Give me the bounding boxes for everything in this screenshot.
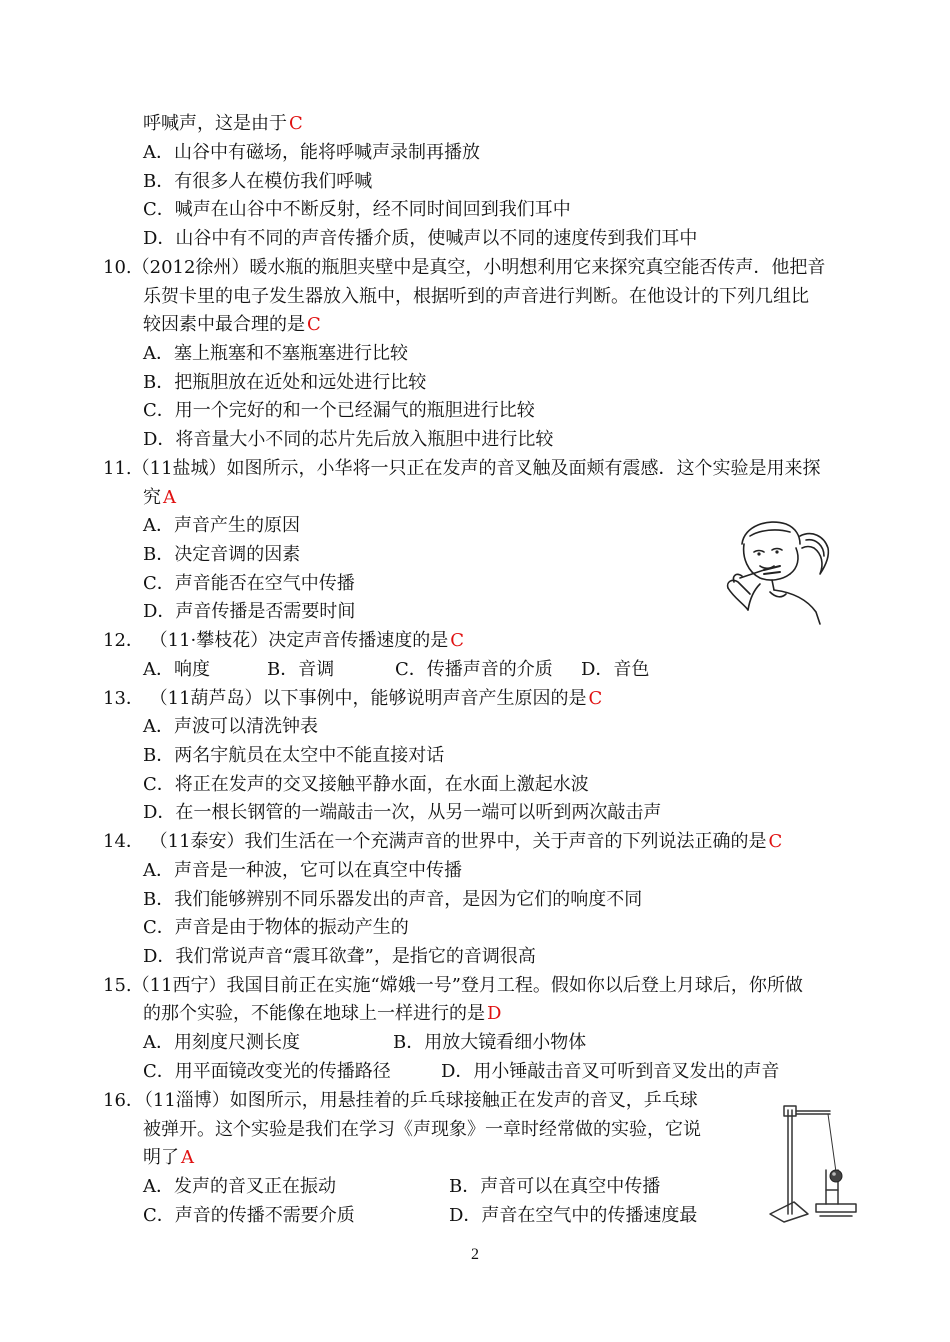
- q10-answer: C: [307, 314, 321, 335]
- q16-stem-line1: 16．（11淄博）如图所示，用悬挂着的乒乓球接触正在发声的音叉，乒乓球: [103, 1090, 698, 1111]
- q10-stem-line3: 较因素中最合理的是 C: [143, 314, 321, 335]
- pingpong-ball: [830, 1170, 842, 1182]
- q14-option-d: D．我们常说声音“震耳欲聋”，是指它的音调很高: [143, 946, 536, 967]
- q9-stem-continuation: 呼喊声，这是由于 C: [143, 113, 303, 134]
- q9-option-d: D．山谷中有不同的声音传播介质，使喊声以不同的速度传到我们耳中: [143, 228, 698, 249]
- q15-options-row1: [143, 1029, 586, 1057]
- q15-option-a: A．用刻度尺测长度: [143, 1032, 300, 1053]
- q15-option-d: D．用小锤敲击音叉可听到音叉发出的声音: [441, 1061, 780, 1082]
- q13-option-d: D．在一根长钢管的一端敲击一次，从另一端可以听到两次敲击声: [143, 802, 662, 823]
- q14-option-c: C．声音是由于物体的振动产生的: [143, 917, 409, 938]
- q10-stem-line1: 10.（2012徐州）暖水瓶的瓶胆夹壁中是真空，小明想利用它来探究真空能否传声．他把音: [103, 257, 826, 278]
- q14-option-b: B．我们能够辨别不同乐器发出的声音，是因为它们的响度不同: [143, 889, 643, 910]
- q13-option-a: A．声波可以清洗钟表: [143, 716, 318, 737]
- q11-stem-line2: 究 A: [143, 487, 176, 508]
- q12-option-b: B．音调: [267, 659, 335, 680]
- fork-base: [816, 1204, 856, 1212]
- q16-option-b: B．声音可以在真空中传播: [449, 1176, 661, 1197]
- q16-option-a: A．发声的音叉正在振动: [143, 1176, 336, 1197]
- q16-answer: A: [181, 1147, 194, 1168]
- q11-answer: A: [163, 487, 176, 508]
- q15-options-row2: [143, 1058, 779, 1086]
- hair-outline: [742, 522, 800, 544]
- q9-answer: C: [289, 113, 303, 134]
- q16-option-c: C．声音的传播不需要介质: [143, 1205, 355, 1226]
- q9-option-c: C．喊声在山谷中不断反射，经不同时间回到我们耳中: [143, 199, 571, 220]
- stand-base: [770, 1202, 808, 1222]
- q12-option-d: D．音色: [581, 659, 650, 680]
- q15-answer: D: [487, 1003, 502, 1024]
- q15-option-b: B．用放大镜看细小物体: [393, 1032, 587, 1053]
- girl-tuning-fork-figure: [720, 514, 836, 626]
- thread: [828, 1114, 836, 1172]
- q11-option-d: D．声音传播是否需要时间: [143, 601, 356, 622]
- q16-options-row1: [143, 1173, 660, 1201]
- q14-stem: 14． （11泰安）我们生活在一个充满声音的世界中，关于声音的下列说法正确的是 C: [103, 831, 783, 852]
- q13-stem: 13． （11葫芦岛）以下事例中，能够说明声音产生原因的是 C: [103, 688, 603, 709]
- q11-stem-line1: 11.（11盐城）如图所示，小华将一只正在发声的音叉触及面颊有震感．这个实验是用来探: [103, 458, 821, 479]
- q12-answer: C: [450, 630, 465, 651]
- q12-option-a: A．响度: [143, 659, 210, 680]
- q16-stem-line3: 明了 A: [143, 1147, 194, 1168]
- q14-option-a: A．声音是一种波，它可以在真空中传播: [143, 860, 462, 881]
- q10-option-a: A．塞上瓶塞和不塞瓶塞进行比较: [143, 343, 408, 364]
- page-number: 2: [471, 1246, 479, 1263]
- q11-option-b: B．决定音调的因素: [143, 544, 301, 565]
- q13-answer: C: [588, 688, 603, 709]
- q16-option-d: D．声音在空气中的传播速度最: [449, 1205, 698, 1226]
- q10-option-b: B．把瓶胆放在近处和远处进行比较: [143, 372, 427, 393]
- q15-option-c: C．用平面镜改变光的传播路径: [143, 1061, 391, 1082]
- q9-option-b: B．有很多人在模仿我们呼喊: [143, 171, 373, 192]
- q11-option-c: C．声音能否在空气中传播: [143, 573, 355, 594]
- q12-stem: 12． （11·攀枝花）决定声音传播速度的是 C: [103, 630, 465, 651]
- pingpong-tuning-fork-figure: [764, 1098, 860, 1226]
- q16-stem-line2: 被弹开。这个实验是我们在学习《声现象》一章时经常做的实验，它说: [143, 1119, 701, 1140]
- q14-answer: C: [768, 831, 783, 852]
- q16-options-row2: [143, 1202, 697, 1230]
- q13-option-b: B．两名宇航员在太空中不能直接对话: [143, 745, 445, 766]
- q10-option-c: C．用一个完好的和一个已经漏气的瓶胆进行比较: [143, 400, 535, 421]
- q11-option-a: A．声音产生的原因: [143, 515, 300, 536]
- q9-option-a: A．山谷中有磁场，能将呼喊声录制再播放: [143, 142, 480, 163]
- q13-option-c: C．将正在发声的交叉接触平静水面，在水面上激起水波: [143, 774, 589, 795]
- q15-stem-line1: 15.（11西宁）我国目前正在实施“嫦娥一号”登月工程。假如你以后登上月球后，你所做: [103, 975, 803, 996]
- q15-stem-line2: 的那个实验，不能像在地球上一样进行的是 D: [143, 1003, 502, 1024]
- stand-clamp: [784, 1106, 796, 1116]
- q12-options-row: [143, 656, 649, 684]
- q12-option-c: C．传播声音的介质: [395, 659, 553, 680]
- q10-stem-line2: 乐贺卡里的电子发生器放入瓶中，根据听到的声音进行判断。在他设计的下列几组比: [143, 286, 809, 307]
- q10-option-d: D．将音量大小不同的芯片先后放入瓶胆中进行比较: [143, 429, 554, 450]
